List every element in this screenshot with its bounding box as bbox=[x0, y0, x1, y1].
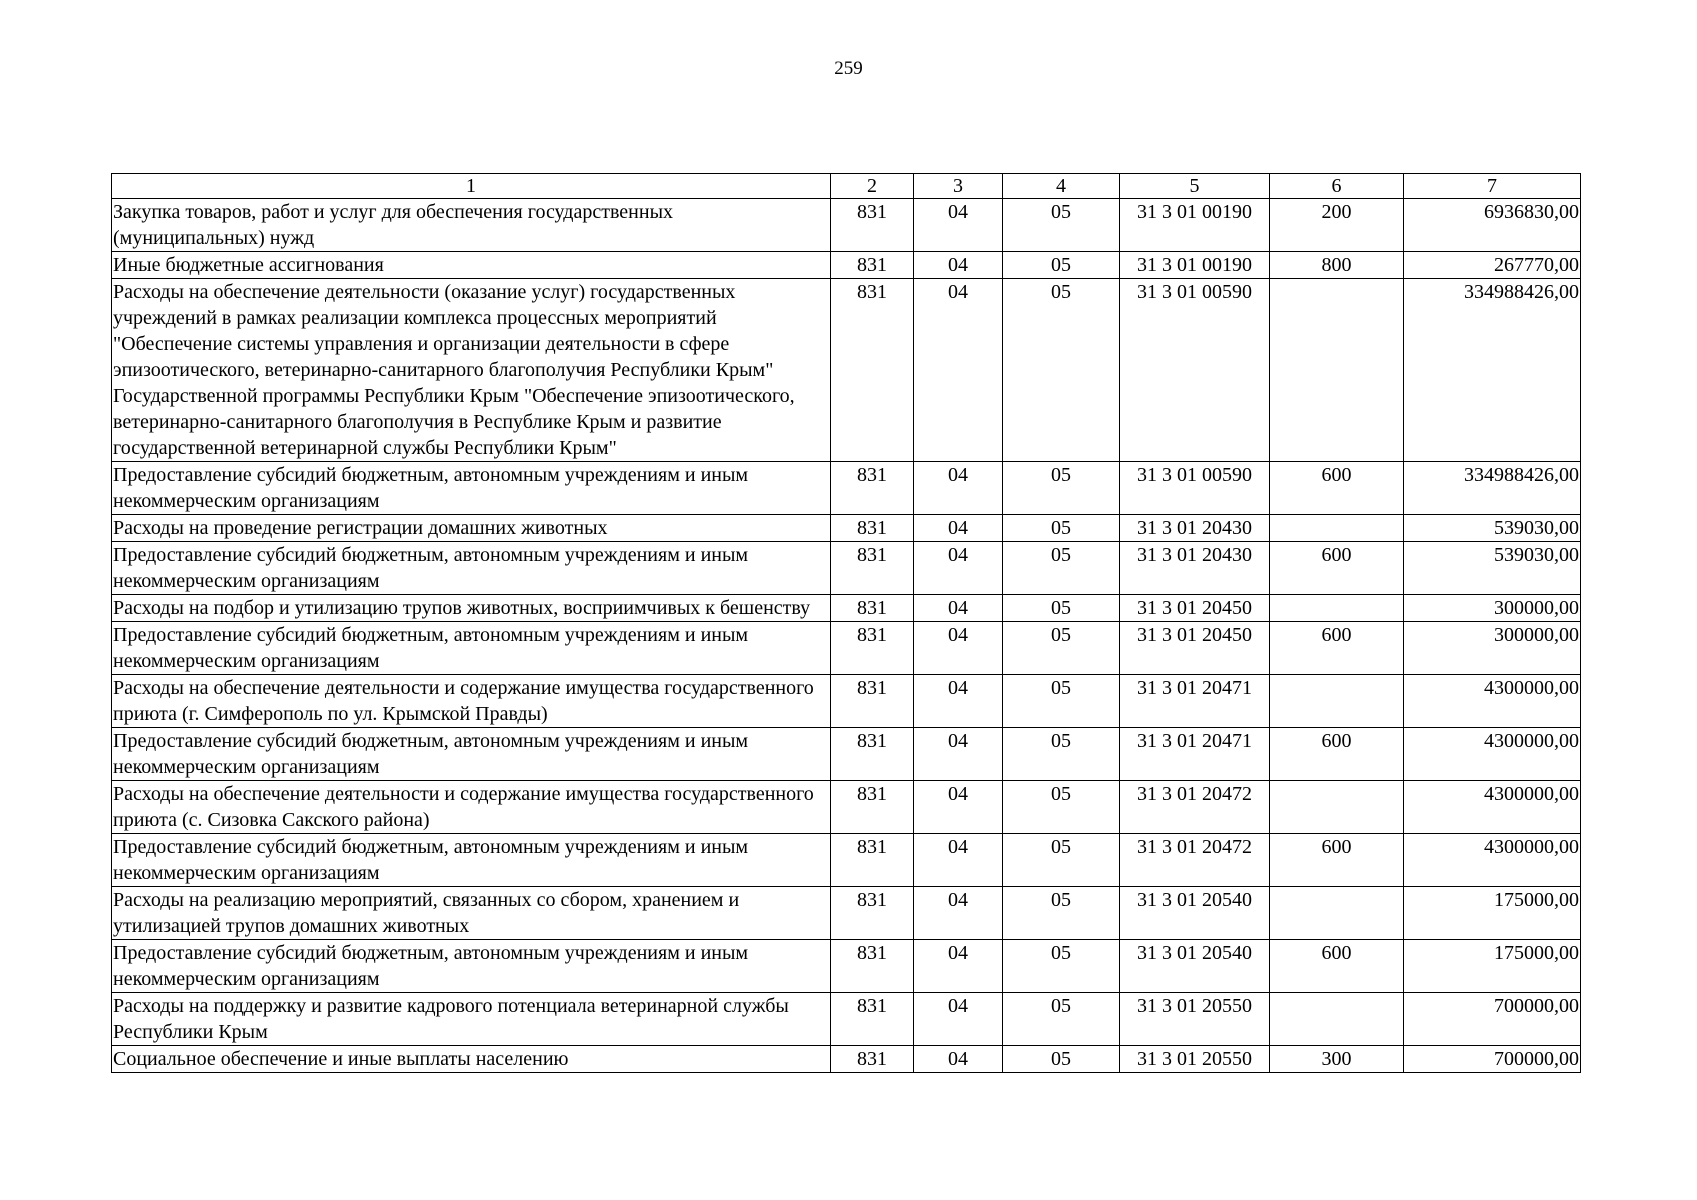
cell-subsection-code: 05 bbox=[1003, 515, 1120, 542]
cell-ministry-code: 831 bbox=[831, 199, 914, 252]
cell-section-code: 04 bbox=[914, 595, 1003, 622]
cell-ministry-code: 831 bbox=[831, 993, 914, 1046]
table-row bbox=[112, 515, 1581, 542]
cell-ministry-code: 831 bbox=[831, 834, 914, 887]
cell-name: Предоставление субсидий бюджетным, автономным учреждениям и иным некоммерческим организациям bbox=[112, 834, 831, 887]
cell-amount: 539030,00 bbox=[1404, 542, 1581, 595]
cell-amount: 267770,00 bbox=[1404, 252, 1581, 279]
column-header: 4 bbox=[1003, 174, 1120, 199]
cell-ministry-code: 831 bbox=[831, 252, 914, 279]
cell-amount: 300000,00 bbox=[1404, 595, 1581, 622]
cell-subsection-code: 05 bbox=[1003, 279, 1120, 462]
table-row bbox=[112, 595, 1581, 622]
cell-name: Предоставление субсидий бюджетным, автономным учреждениям и иным некоммерческим организациям bbox=[112, 462, 831, 515]
cell-name: Расходы на подбор и утилизацию трупов животных, восприимчивых к бешенству bbox=[112, 595, 831, 622]
cell-target-article: 31 3 01 00190 bbox=[1120, 252, 1270, 279]
cell-amount: 4300000,00 bbox=[1404, 675, 1581, 728]
page-number: 259 bbox=[834, 58, 863, 79]
cell-subsection-code: 05 bbox=[1003, 781, 1120, 834]
cell-ministry-code: 831 bbox=[831, 515, 914, 542]
cell-amount: 700000,00 bbox=[1404, 993, 1581, 1046]
cell-amount: 700000,00 bbox=[1404, 1046, 1581, 1073]
cell-expense-type bbox=[1270, 887, 1404, 940]
cell-section-code: 04 bbox=[914, 1046, 1003, 1073]
cell-target-article: 31 3 01 20430 bbox=[1120, 542, 1270, 595]
cell-ministry-code: 831 bbox=[831, 887, 914, 940]
cell-expense-type: 800 bbox=[1270, 252, 1404, 279]
cell-subsection-code: 05 bbox=[1003, 940, 1120, 993]
table-body bbox=[112, 199, 1581, 1073]
cell-ministry-code: 831 bbox=[831, 1046, 914, 1073]
cell-name: Расходы на поддержку и развитие кадрового потенциала ветеринарной службы Республики Крым bbox=[112, 993, 831, 1046]
cell-section-code: 04 bbox=[914, 940, 1003, 993]
column-header: 1 bbox=[112, 174, 831, 199]
cell-amount: 4300000,00 bbox=[1404, 728, 1581, 781]
cell-target-article: 31 3 01 00190 bbox=[1120, 199, 1270, 252]
cell-subsection-code: 05 bbox=[1003, 595, 1120, 622]
cell-section-code: 04 bbox=[914, 728, 1003, 781]
cell-expense-type: 600 bbox=[1270, 834, 1404, 887]
table-row bbox=[112, 728, 1581, 781]
cell-subsection-code: 05 bbox=[1003, 887, 1120, 940]
cell-name: Социальное обеспечение и иные выплаты населению bbox=[112, 1046, 831, 1073]
cell-expense-type: 600 bbox=[1270, 622, 1404, 675]
cell-name: Расходы на обеспечение деятельности и содержание имущества государственного приюта (с. Сизовка Сакского района) bbox=[112, 781, 831, 834]
cell-name: Расходы на проведение регистрации домашних животных bbox=[112, 515, 831, 542]
cell-amount: 539030,00 bbox=[1404, 515, 1581, 542]
cell-name: Закупка товаров, работ и услуг для обеспечения государственных (муниципальных) нужд bbox=[112, 199, 831, 252]
cell-section-code: 04 bbox=[914, 252, 1003, 279]
cell-name: Расходы на обеспечение деятельности (оказание услуг) государственных учреждений в рамках реализации комплекса процессных мероприятий "Обеспечение системы управления и организации деятельности в сфере эпизоотического, ветеринарно-санитарного благополучия Республики Крым" Государственной программы Республики Крым "Обеспечение эпизоотического, ветеринарно-санитарного благополучия в Республике Крым и развитие государственной ветеринарной службы Республики Крым" bbox=[112, 279, 831, 462]
cell-ministry-code: 831 bbox=[831, 675, 914, 728]
cell-ministry-code: 831 bbox=[831, 595, 914, 622]
cell-section-code: 04 bbox=[914, 199, 1003, 252]
cell-target-article: 31 3 01 00590 bbox=[1120, 462, 1270, 515]
cell-target-article: 31 3 01 20430 bbox=[1120, 515, 1270, 542]
cell-target-article: 31 3 01 20471 bbox=[1120, 675, 1270, 728]
table-row bbox=[112, 993, 1581, 1046]
cell-target-article: 31 3 01 20550 bbox=[1120, 993, 1270, 1046]
cell-expense-type: 200 bbox=[1270, 199, 1404, 252]
cell-section-code: 04 bbox=[914, 542, 1003, 595]
cell-section-code: 04 bbox=[914, 834, 1003, 887]
cell-subsection-code: 05 bbox=[1003, 622, 1120, 675]
cell-name: Предоставление субсидий бюджетным, автономным учреждениям и иным некоммерческим организациям bbox=[112, 622, 831, 675]
cell-ministry-code: 831 bbox=[831, 781, 914, 834]
table-row bbox=[112, 940, 1581, 993]
cell-subsection-code: 05 bbox=[1003, 834, 1120, 887]
table-row bbox=[112, 887, 1581, 940]
cell-section-code: 04 bbox=[914, 993, 1003, 1046]
cell-amount: 300000,00 bbox=[1404, 622, 1581, 675]
column-header: 3 bbox=[914, 174, 1003, 199]
cell-amount: 4300000,00 bbox=[1404, 781, 1581, 834]
cell-ministry-code: 831 bbox=[831, 279, 914, 462]
cell-ministry-code: 831 bbox=[831, 622, 914, 675]
cell-amount: 4300000,00 bbox=[1404, 834, 1581, 887]
cell-expense-type bbox=[1270, 595, 1404, 622]
cell-subsection-code: 05 bbox=[1003, 1046, 1120, 1073]
cell-section-code: 04 bbox=[914, 279, 1003, 462]
cell-amount: 175000,00 bbox=[1404, 887, 1581, 940]
cell-section-code: 04 bbox=[914, 887, 1003, 940]
cell-section-code: 04 bbox=[914, 462, 1003, 515]
cell-subsection-code: 05 bbox=[1003, 993, 1120, 1046]
table-row bbox=[112, 622, 1581, 675]
table-row bbox=[112, 834, 1581, 887]
table-row bbox=[112, 781, 1581, 834]
cell-name: Иные бюджетные ассигнования bbox=[112, 252, 831, 279]
cell-ministry-code: 831 bbox=[831, 728, 914, 781]
cell-name: Предоставление субсидий бюджетным, автономным учреждениям и иным некоммерческим организациям bbox=[112, 728, 831, 781]
cell-subsection-code: 05 bbox=[1003, 199, 1120, 252]
cell-name: Расходы на реализацию мероприятий, связанных со сбором, хранением и утилизацией трупов домашних животных bbox=[112, 887, 831, 940]
cell-expense-type: 600 bbox=[1270, 940, 1404, 993]
cell-expense-type bbox=[1270, 781, 1404, 834]
cell-expense-type bbox=[1270, 993, 1404, 1046]
cell-ministry-code: 831 bbox=[831, 940, 914, 993]
cell-ministry-code: 831 bbox=[831, 462, 914, 515]
cell-name: Предоставление субсидий бюджетным, автономным учреждениям и иным некоммерческим организациям bbox=[112, 542, 831, 595]
cell-expense-type bbox=[1270, 675, 1404, 728]
table-row bbox=[112, 1046, 1581, 1073]
cell-target-article: 31 3 01 20450 bbox=[1120, 622, 1270, 675]
cell-section-code: 04 bbox=[914, 622, 1003, 675]
cell-expense-type: 600 bbox=[1270, 462, 1404, 515]
cell-section-code: 04 bbox=[914, 675, 1003, 728]
table-row bbox=[112, 675, 1581, 728]
table-row bbox=[112, 199, 1581, 252]
cell-amount: 6936830,00 bbox=[1404, 199, 1581, 252]
table-row bbox=[112, 462, 1581, 515]
cell-expense-type bbox=[1270, 515, 1404, 542]
cell-subsection-code: 05 bbox=[1003, 728, 1120, 781]
cell-subsection-code: 05 bbox=[1003, 542, 1120, 595]
cell-subsection-code: 05 bbox=[1003, 252, 1120, 279]
cell-target-article: 31 3 01 20540 bbox=[1120, 940, 1270, 993]
cell-amount: 175000,00 bbox=[1404, 940, 1581, 993]
cell-ministry-code: 831 bbox=[831, 542, 914, 595]
cell-name: Расходы на обеспечение деятельности и содержание имущества государственного приюта (г. Симферополь по ул. Крымской Правды) bbox=[112, 675, 831, 728]
cell-target-article: 31 3 01 20471 bbox=[1120, 728, 1270, 781]
column-header: 2 bbox=[831, 174, 914, 199]
cell-expense-type: 600 bbox=[1270, 542, 1404, 595]
cell-amount: 334988426,00 bbox=[1404, 462, 1581, 515]
table-row bbox=[112, 542, 1581, 595]
table-row bbox=[112, 252, 1581, 279]
cell-expense-type: 600 bbox=[1270, 728, 1404, 781]
cell-target-article: 31 3 01 20472 bbox=[1120, 834, 1270, 887]
table-row bbox=[112, 279, 1581, 462]
column-header: 6 bbox=[1270, 174, 1404, 199]
cell-section-code: 04 bbox=[914, 781, 1003, 834]
cell-target-article: 31 3 01 20540 bbox=[1120, 887, 1270, 940]
cell-expense-type: 300 bbox=[1270, 1046, 1404, 1073]
cell-name: Предоставление субсидий бюджетным, автономным учреждениям и иным некоммерческим организациям bbox=[112, 940, 831, 993]
cell-target-article: 31 3 01 20450 bbox=[1120, 595, 1270, 622]
column-header: 7 bbox=[1404, 174, 1581, 199]
cell-subsection-code: 05 bbox=[1003, 462, 1120, 515]
column-header: 5 bbox=[1120, 174, 1270, 199]
cell-target-article: 31 3 01 20550 bbox=[1120, 1046, 1270, 1073]
budget-table bbox=[111, 173, 1581, 1073]
cell-section-code: 04 bbox=[914, 515, 1003, 542]
header-row bbox=[112, 174, 1581, 199]
cell-expense-type bbox=[1270, 279, 1404, 462]
cell-target-article: 31 3 01 20472 bbox=[1120, 781, 1270, 834]
cell-subsection-code: 05 bbox=[1003, 675, 1120, 728]
cell-target-article: 31 3 01 00590 bbox=[1120, 279, 1270, 462]
cell-amount: 334988426,00 bbox=[1404, 279, 1581, 462]
